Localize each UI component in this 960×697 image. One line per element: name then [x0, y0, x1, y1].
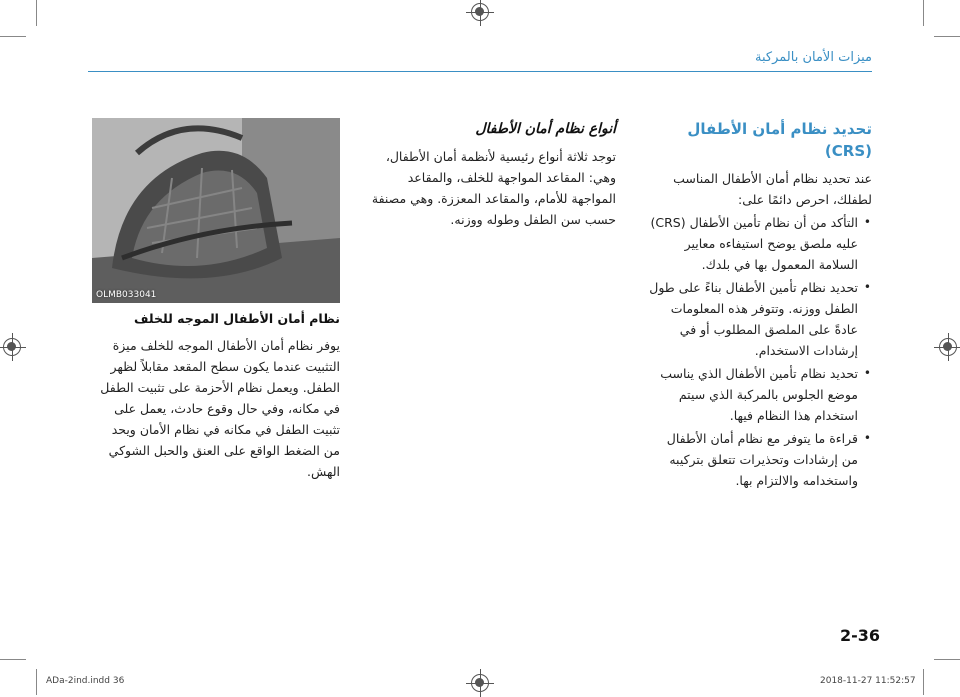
- crs-bullet: • قراءة ما يتوفر مع نظام أمان الأطفال من إرشادات وتحذيرات تتعلق بتركيبه واستخدامه والالتزام بها.: [647, 428, 858, 491]
- rear-facing-seat-photo: [92, 118, 340, 303]
- rear-facing-body: يوفر نظام أمان الأطفال الموجه للخلف ميزة التثبيت عندما يكون سطح المقعد مقابلاً لظهر الطفل. ويعمل نظام الأحزمة على تثبيت الطفل في مكانه، وفي حال وقوع حادث، يعمل على تثبيت الطفل في مكانه في نظام الأمان ويحد من الضغط الواقع على العنق والحبل الشوكي الهش.: [100, 338, 340, 479]
- crop-mark: [934, 659, 960, 660]
- crop-mark: [923, 0, 924, 26]
- crs-bullet-list: [647, 212, 872, 491]
- crs-bullet: • التأكد من أن نظام تأمين الأطفال (CRS) عليه ملصق يوضح استيفاءه معايير السلامة المعمول بها في بلدك.: [647, 212, 858, 275]
- types-section-title: أنواع نظام أمان الأطفال: [475, 121, 616, 137]
- crs-bullet: • تحديد نظام تأمين الأطفال الذي يناسب موضع الجلوس بالمركبة الذي سيتم استخدام هذا النظام فيها.: [647, 363, 858, 426]
- registration-mark-icon: [3, 338, 21, 356]
- crs-section-title: تحديد نظام أمان الأطفال (CRS): [687, 120, 872, 160]
- footer-file: ADa-2ind.indd 36: [46, 676, 125, 686]
- crop-mark: [923, 669, 924, 695]
- crs-types-column: [371, 118, 616, 230]
- crop-mark: [36, 0, 37, 26]
- image-caption: OLMB033041: [96, 290, 157, 300]
- page-number: 2-36: [840, 626, 881, 645]
- section-header: ميزات الأمان بالمركبة: [755, 50, 872, 65]
- rear-facing-title: نظام أمان الأطفال الموجه للخلف: [134, 311, 340, 326]
- registration-mark-icon: [471, 674, 489, 692]
- crs-intro: عند تحديد نظام أمان الأطفال المناسب لطفلك، احرص دائمًا على:: [673, 171, 872, 207]
- footer-timestamp: 2018-11-27 11:52:57: [820, 676, 916, 686]
- car-seat-illustration-icon: [92, 118, 340, 303]
- crop-mark: [934, 36, 960, 37]
- crop-mark: [36, 669, 37, 695]
- registration-mark-icon: [471, 3, 489, 21]
- header-rule: [88, 71, 872, 72]
- types-body: توجد ثلاثة أنواع رئيسية لأنظمة أمان الأطفال، وهي: المقاعد المواجهة للخلف، والمقاعد المواجهة للأمام، والمقاعد المعززة. وهي مصنفة حسب سن الطفل وطوله ووزنه.: [371, 149, 616, 227]
- rear-facing-column: [92, 118, 340, 482]
- registration-mark-icon: [939, 338, 957, 356]
- crop-mark: [0, 36, 26, 37]
- crop-mark: [0, 659, 26, 660]
- crs-bullet: • تحديد نظام تأمين الأطفال بناءً على طول الطفل ووزنه. وتتوفر هذه المعلومات عادةً على الملصق المطلوب أو في إرشادات الاستخدام.: [647, 277, 858, 361]
- crs-selection-column: [647, 118, 872, 493]
